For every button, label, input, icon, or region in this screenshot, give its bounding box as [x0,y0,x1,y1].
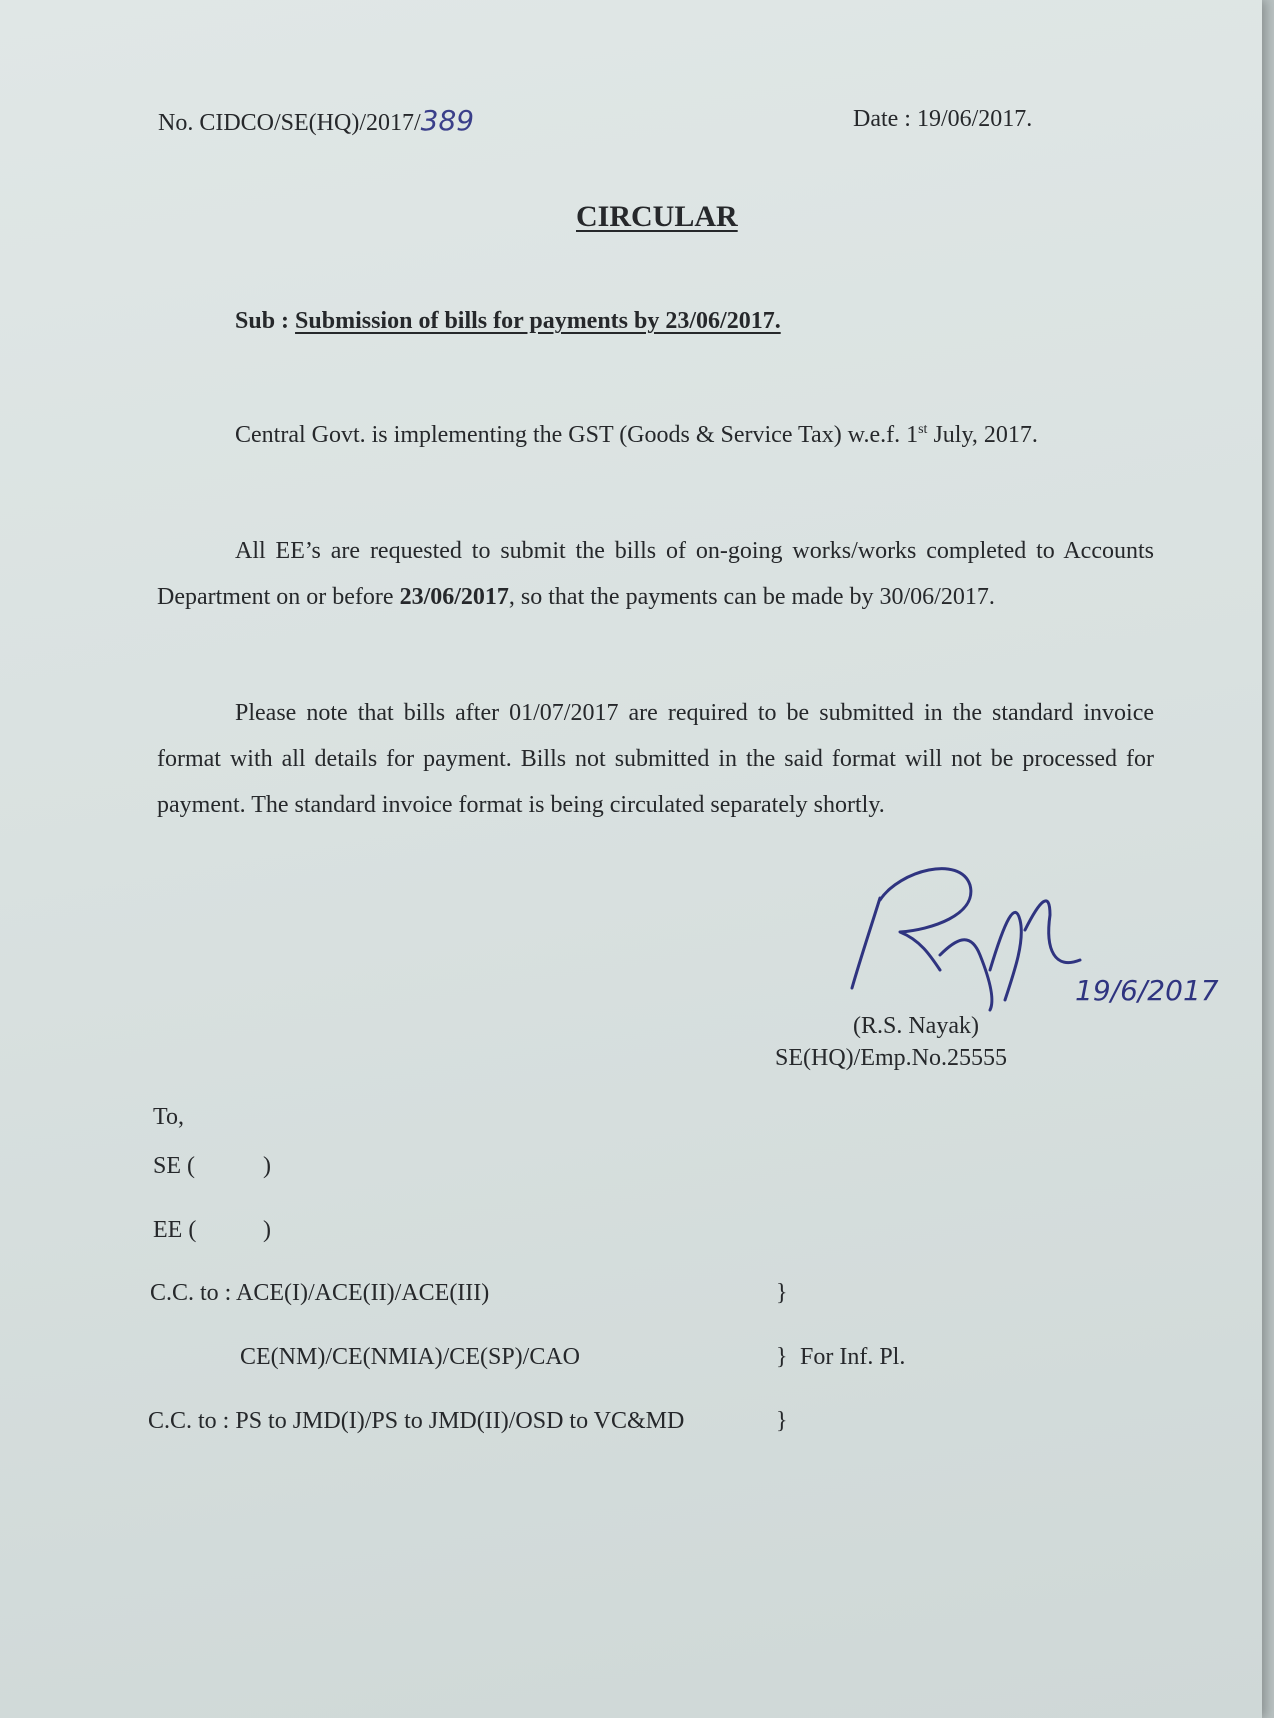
ordinal-suffix: st [918,422,928,437]
cc-line-3: C.C. to : PS to JMD(I)/PS to JMD(II)/OSD to VC&MD [148,1408,685,1434]
recipient-ee [153,1217,196,1244]
paragraph-2 [157,528,1154,620]
subject-text: Submission of bills for payments by 23/06/2017. [295,308,781,334]
paragraph-3 [157,690,1154,828]
subject-line [235,308,781,335]
paragraph-1-tail: July, 2017. [927,422,1038,448]
to-label: To, [153,1104,184,1130]
brace-3: } [776,1408,788,1434]
handwritten-date: 19/6/2017 [1075,974,1219,1007]
brace-2: } [776,1344,788,1370]
page-title: CIRCULAR [576,200,738,233]
reference-number [158,104,474,137]
reference-prefix: No. CIDCO/SE(HQ)/2017/ [158,110,421,136]
cc-line-2: CE(NM)/CE(NMIA)/CE(SP)/CAO [240,1344,580,1370]
paragraph-3-text: Please note that bills after 01/07/2017 are required to be submitted in the standard invoice format with all details for payment. Bills not submitted in the said format will not be processed for payment. The standard invoice format is being circulated separately shortly. [157,700,1154,818]
paragraph-1-text: Central Govt. is implementing the GST (Goods & Service Tax) w.e.f. 1 [235,422,919,448]
deadline-date: 23/06/2017 [399,584,509,610]
brace-1: } [776,1280,788,1306]
recipient-ee-close: ) [263,1217,271,1243]
paragraph-2-tail: , so that the payments can be made by 30/06/2017. [508,584,995,610]
document-date: Date : 19/06/2017. [853,106,1033,132]
paragraph-1 [157,412,1154,458]
paragraph-2-text: All EE’s are requested to submit the bills of on-going works/works completed to Accounts Department on or before [157,538,1154,610]
signatory-name: (R.S. Nayak) [853,1013,979,1039]
recipient-se-label: SE ( [153,1153,195,1179]
recipient-ee-label: EE ( [153,1217,197,1243]
cc-label: C.C. to : [150,1280,237,1306]
recipient-se-close: ) [263,1153,271,1179]
handwritten-signature [840,860,1240,1020]
handwritten-reference: 389 [420,104,475,137]
cc-line-1 [150,1280,489,1307]
recipient-se [153,1153,195,1180]
cc-recipients-1: ACE(I)/ACE(II)/ACE(III) [236,1280,490,1306]
signatory-designation: SE(HQ)/Emp.No.25555 [775,1045,1007,1071]
for-info-note: For Inf. Pl. [800,1344,906,1370]
subject-prefix: Sub : [235,308,296,334]
